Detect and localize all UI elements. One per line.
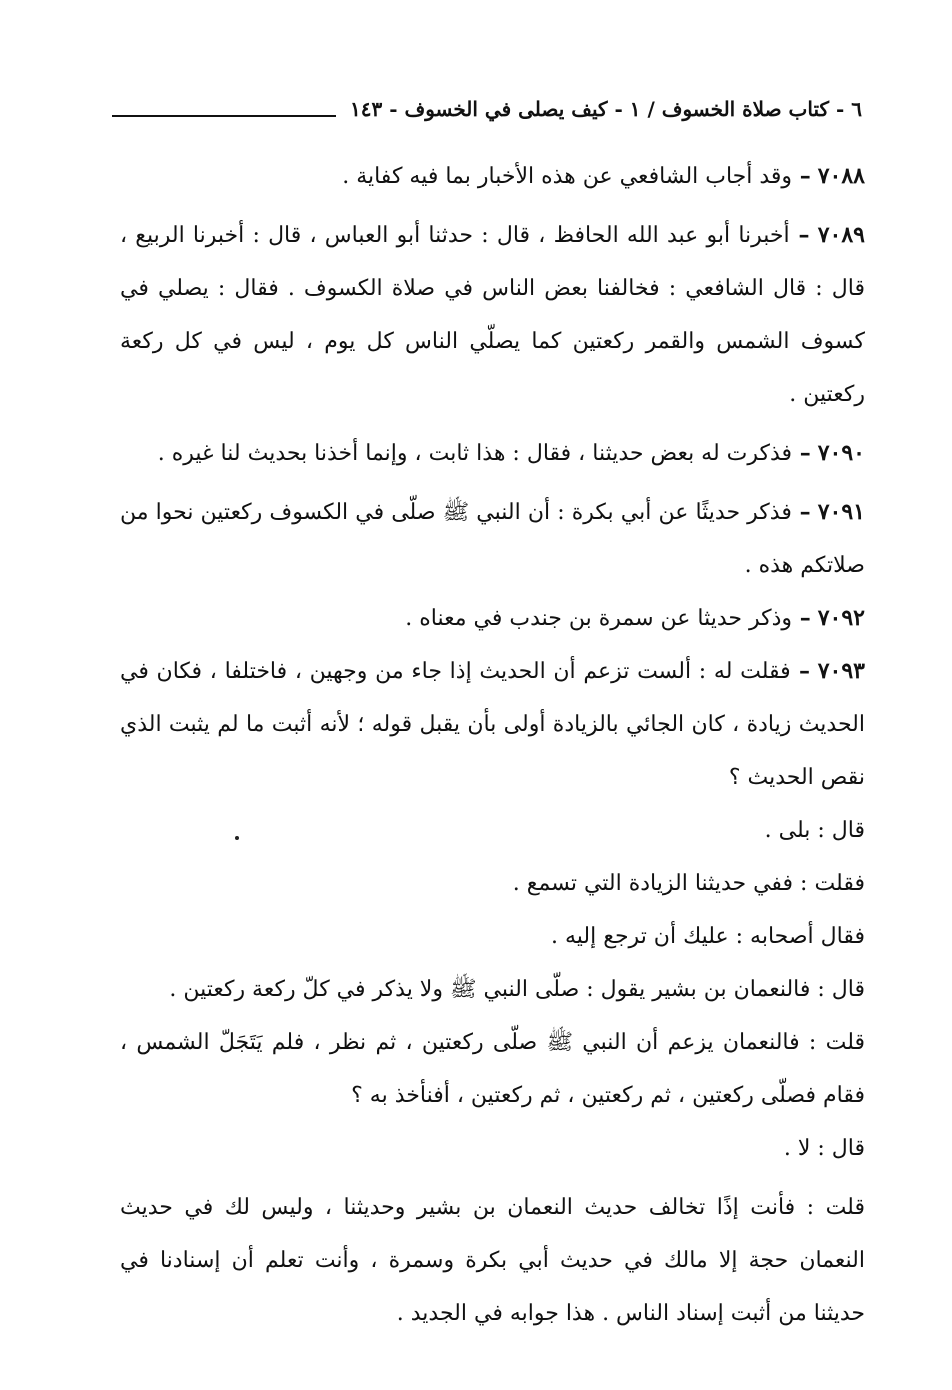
paragraph-number: ٧٠٩٢ <box>817 605 865 631</box>
header-rule <box>112 115 336 117</box>
paragraph-7092 <box>120 592 865 645</box>
paragraph-number: ٧٠٩١ <box>817 499 865 525</box>
paragraph-number: ٧٠٩٠ <box>817 440 865 466</box>
paragraph-number: ٧٠٨٩ <box>817 222 865 248</box>
print-speck <box>235 836 239 840</box>
paragraph-7093 <box>120 645 865 804</box>
dialogue-line: قال : بلى . <box>764 818 865 843</box>
dash: – <box>792 163 811 189</box>
dash: – <box>792 440 811 466</box>
page-body <box>120 150 865 1340</box>
paragraph-7088 <box>120 150 865 203</box>
running-header <box>112 92 862 126</box>
paragraph-text: فذكر حديثًا عن أبي بكرة : أن النبي ﷺ صلّى في الكسوف ركعتين نحوا من صلاتكم هذه . <box>120 500 865 578</box>
paragraph-7089 <box>120 209 865 421</box>
paragraph-7090 <box>120 427 865 480</box>
paragraph-text: فقلت له : ألست تزعم أن الحديث إذا جاء من وجهين ، فاختلفا ، فكان في الحديث زيادة ، كان الجائي بالزيادة أولى بأن يقبل قوله ؛ لأنه أثبت ما لم يثبت الذي نقص الحديث ؟ <box>120 659 865 790</box>
dialogue-line: قال : فالنعمان بن بشير يقول : صلّى النبي ﷺ ولا يذكر في كلّ ركعة ركعتين . <box>169 977 865 1002</box>
running-title: ٦ - كتاب صلاة الخسوف / ١ - كيف يصلى في الخسوف - ١٤٣ <box>350 97 862 121</box>
paragraph-text: فذكرت له بعض حديثنا ، فقال : هذا ثابت ، وإنما أخذنا بحديث لنا غيره . <box>157 441 793 466</box>
dialogue-line: فقال أصحابه : عليك أن ترجع إليه . <box>551 924 865 949</box>
dash: – <box>790 658 811 684</box>
dash: – <box>792 605 811 631</box>
dialogue-line: قال : لا . <box>783 1136 865 1161</box>
dash: – <box>791 499 811 525</box>
paragraph-7091 <box>120 486 865 592</box>
paragraph-text: وقد أجاب الشافعي عن هذه الأخبار بما فيه كفاية . <box>342 164 793 189</box>
paragraph-text: وذكر حديثا عن سمرة بن جندب في معناه . <box>405 606 793 631</box>
dialogue-line: قلت : فالنعمان يزعم أن النبي ﷺ صلّى ركعتين ، ثم نظر ، فلم يَتَجَلّ الشمس ، فقام فصلّى ركعتين ، ثم ركعتين ، ثم ركعتين ، أفنأخذ به ؟ <box>120 1030 865 1108</box>
paragraph-number: ٧٠٨٨ <box>817 163 865 189</box>
paragraph-number: ٧٠٩٣ <box>817 658 865 684</box>
paragraph-text: أخبرنا أبو عبد الله الحافظ ، قال : حدثنا أبو العباس ، قال : أخبرنا الربيع ، قال : قال الشافعي : فخالفنا بعض الناس في صلاة الكسوف . فقال : يصلي في كسوف الشمس والقمر ركعتين كما يصلّي الناس كل يوم ، ليس في كل ركعة ركعتين . <box>120 223 865 407</box>
dialogue-line: فقلت : ففي حديثنا الزيادة التي تسمع . <box>512 871 865 896</box>
closing-paragraph: قلت : فأنت إذًا تخالف حديث النعمان بن بشير وحديثنا ، وليس لك في حديث النعمان حجة إلا مالك في حديث أبي بكرة وسمرة ، وأنت تعلم أن إسنادنا في حديثنا من أثبت إسناد الناس . هذا جوابه في الجديد . <box>120 1195 865 1326</box>
dash: – <box>789 222 810 248</box>
